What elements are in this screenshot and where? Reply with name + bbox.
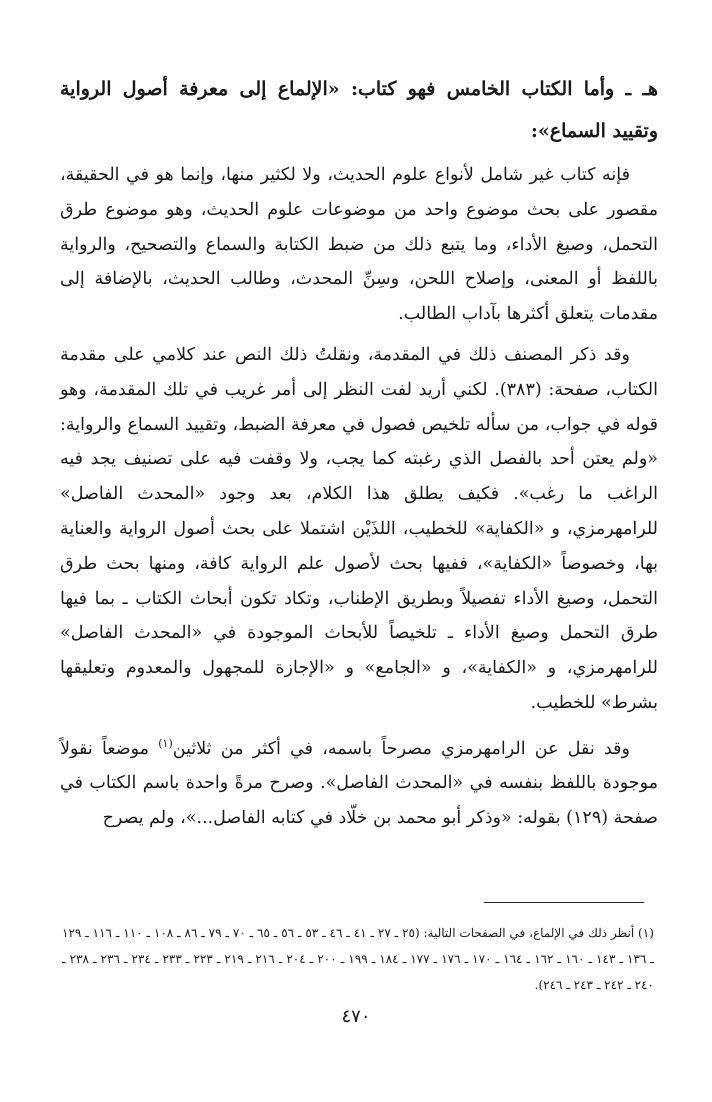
page-number: ٤٧٠ bbox=[341, 1006, 371, 1027]
paragraph-3-start: وقد نقل عن الرامهرمزي مصرحاً باسمه، في أكثر من ثلاثين bbox=[172, 738, 630, 759]
paragraph-1: فإنه كتاب غير شامل لأنواع علوم الحديث، ولا لكثير منها، وإنما هو في الحقيقة، مقصور على بحث موضوع واحد من موضوعات علوم الحديث، وهو موضوع طرق التحمل، وصيغ الأداء، وما يتبع ذلك من ضبط الكتابة والسماع والتصحيح، والرواية باللفظ أو المعنى، وإصلاح اللحن، وسِنِّ المحدث، وطالب الحديث، بالإضافة إلى مقدمات يتعلق أكثرها بآداب الطالب. bbox=[60, 165, 658, 325]
paragraph-2: وقد ذكر المصنف ذلك في المقدمة، ونقلتُ ذلك النص عند كلامي على مقدمة الكتاب، صفحة: (٣٨٣). لكني أريد لفت النظر إلى أمر غريب في تلك المقدمة، وهو قوله في جواب، من سأله تلخيص فصول في معرفة الضبط، وتقييد السماع والرواية: «ولم يعتن أحد بالفصل الذي رغبته كما يجب، ولا وقفت فيه على تصنيف يجد فيه الراغب ما رغب». فكيف يطلق هذا الكلام، بعد وجود «المحدث الفاصل» للرامهرمزي، و «الكفاية» للخطيب، اللذَيْن اشتملا على بحث أصول الرواية والعناية بها، وخصوصاً «الكفاية»، ففيها بحث لأصول علم الرواية كافة، ومنها بحث طرق التحمل، وصيغ الأداء تفصيلاً وبطريق الإطناب، وتكاد تكون أبحاث الكتاب ـ بما فيها طرق التحمل وصيغ الأداء ـ تلخيصاً للأبحاث الموجودة في «المحدث الفاصل» للرامهرمزي، و «الكفاية»، و «الجامع» و «الإجازة للمجهول والمعدوم وتعليقها بشرط» للخطيب. bbox=[60, 344, 658, 713]
footnote-marker[interactable]: (١) bbox=[158, 736, 173, 750]
paragraph-3 bbox=[60, 727, 658, 836]
footnote: (١) أنظر ذلك في الإلماع، في الصفحات التالية: (٢٥ ـ ٢٧ ـ ٤١ ـ ٤٦ ـ ٥٣ ـ ٥٦ ـ ٦٥ ـ ٧٠ ـ ٧٩ ـ ٨٦ ـ ١٠٨ ـ ١١٠ ـ ١١٦ ـ ١٢٩ ـ ١٣٦ ـ ١٤٣ ـ ١٦٠ ـ ١٦٢ ـ ١٦٤ ـ ١٧٠ ـ ١٧٦ ـ ١٧٧ ـ ١٨٤ ـ ١٩٩ ـ ٢٠٠ ـ ٢٠٤ ـ ٢١٦ ـ ٢١٩ ـ ٢٢٣ ـ ٢٣٣ ـ ٢٣٤ ـ ٢٣٦ ـ ٢٣٨ ـ ٢٤٠ ـ ٢٤٢ ـ ٢٤٣ ـ ٢٤٦). bbox=[62, 926, 654, 992]
page-body bbox=[60, 68, 658, 842]
section-heading: هـ ـ وأما الكتاب الخامس فهو كتاب: «الإلماع إلى معرفة أصول الرواية وتقييد السماع»: bbox=[60, 78, 658, 142]
footnote-divider bbox=[484, 902, 644, 903]
paragraph-3-end: موضعاً نقولاً موجودة باللفظ بنفسه في «المحدث الفاصل». وصرح مرةً واحدة باسم الكتاب في صفحة (١٢٩) بقوله: «وذكر أبو محمد بن خلّاد في كتابه الفاصل...»، ولم يصرح bbox=[60, 738, 658, 829]
